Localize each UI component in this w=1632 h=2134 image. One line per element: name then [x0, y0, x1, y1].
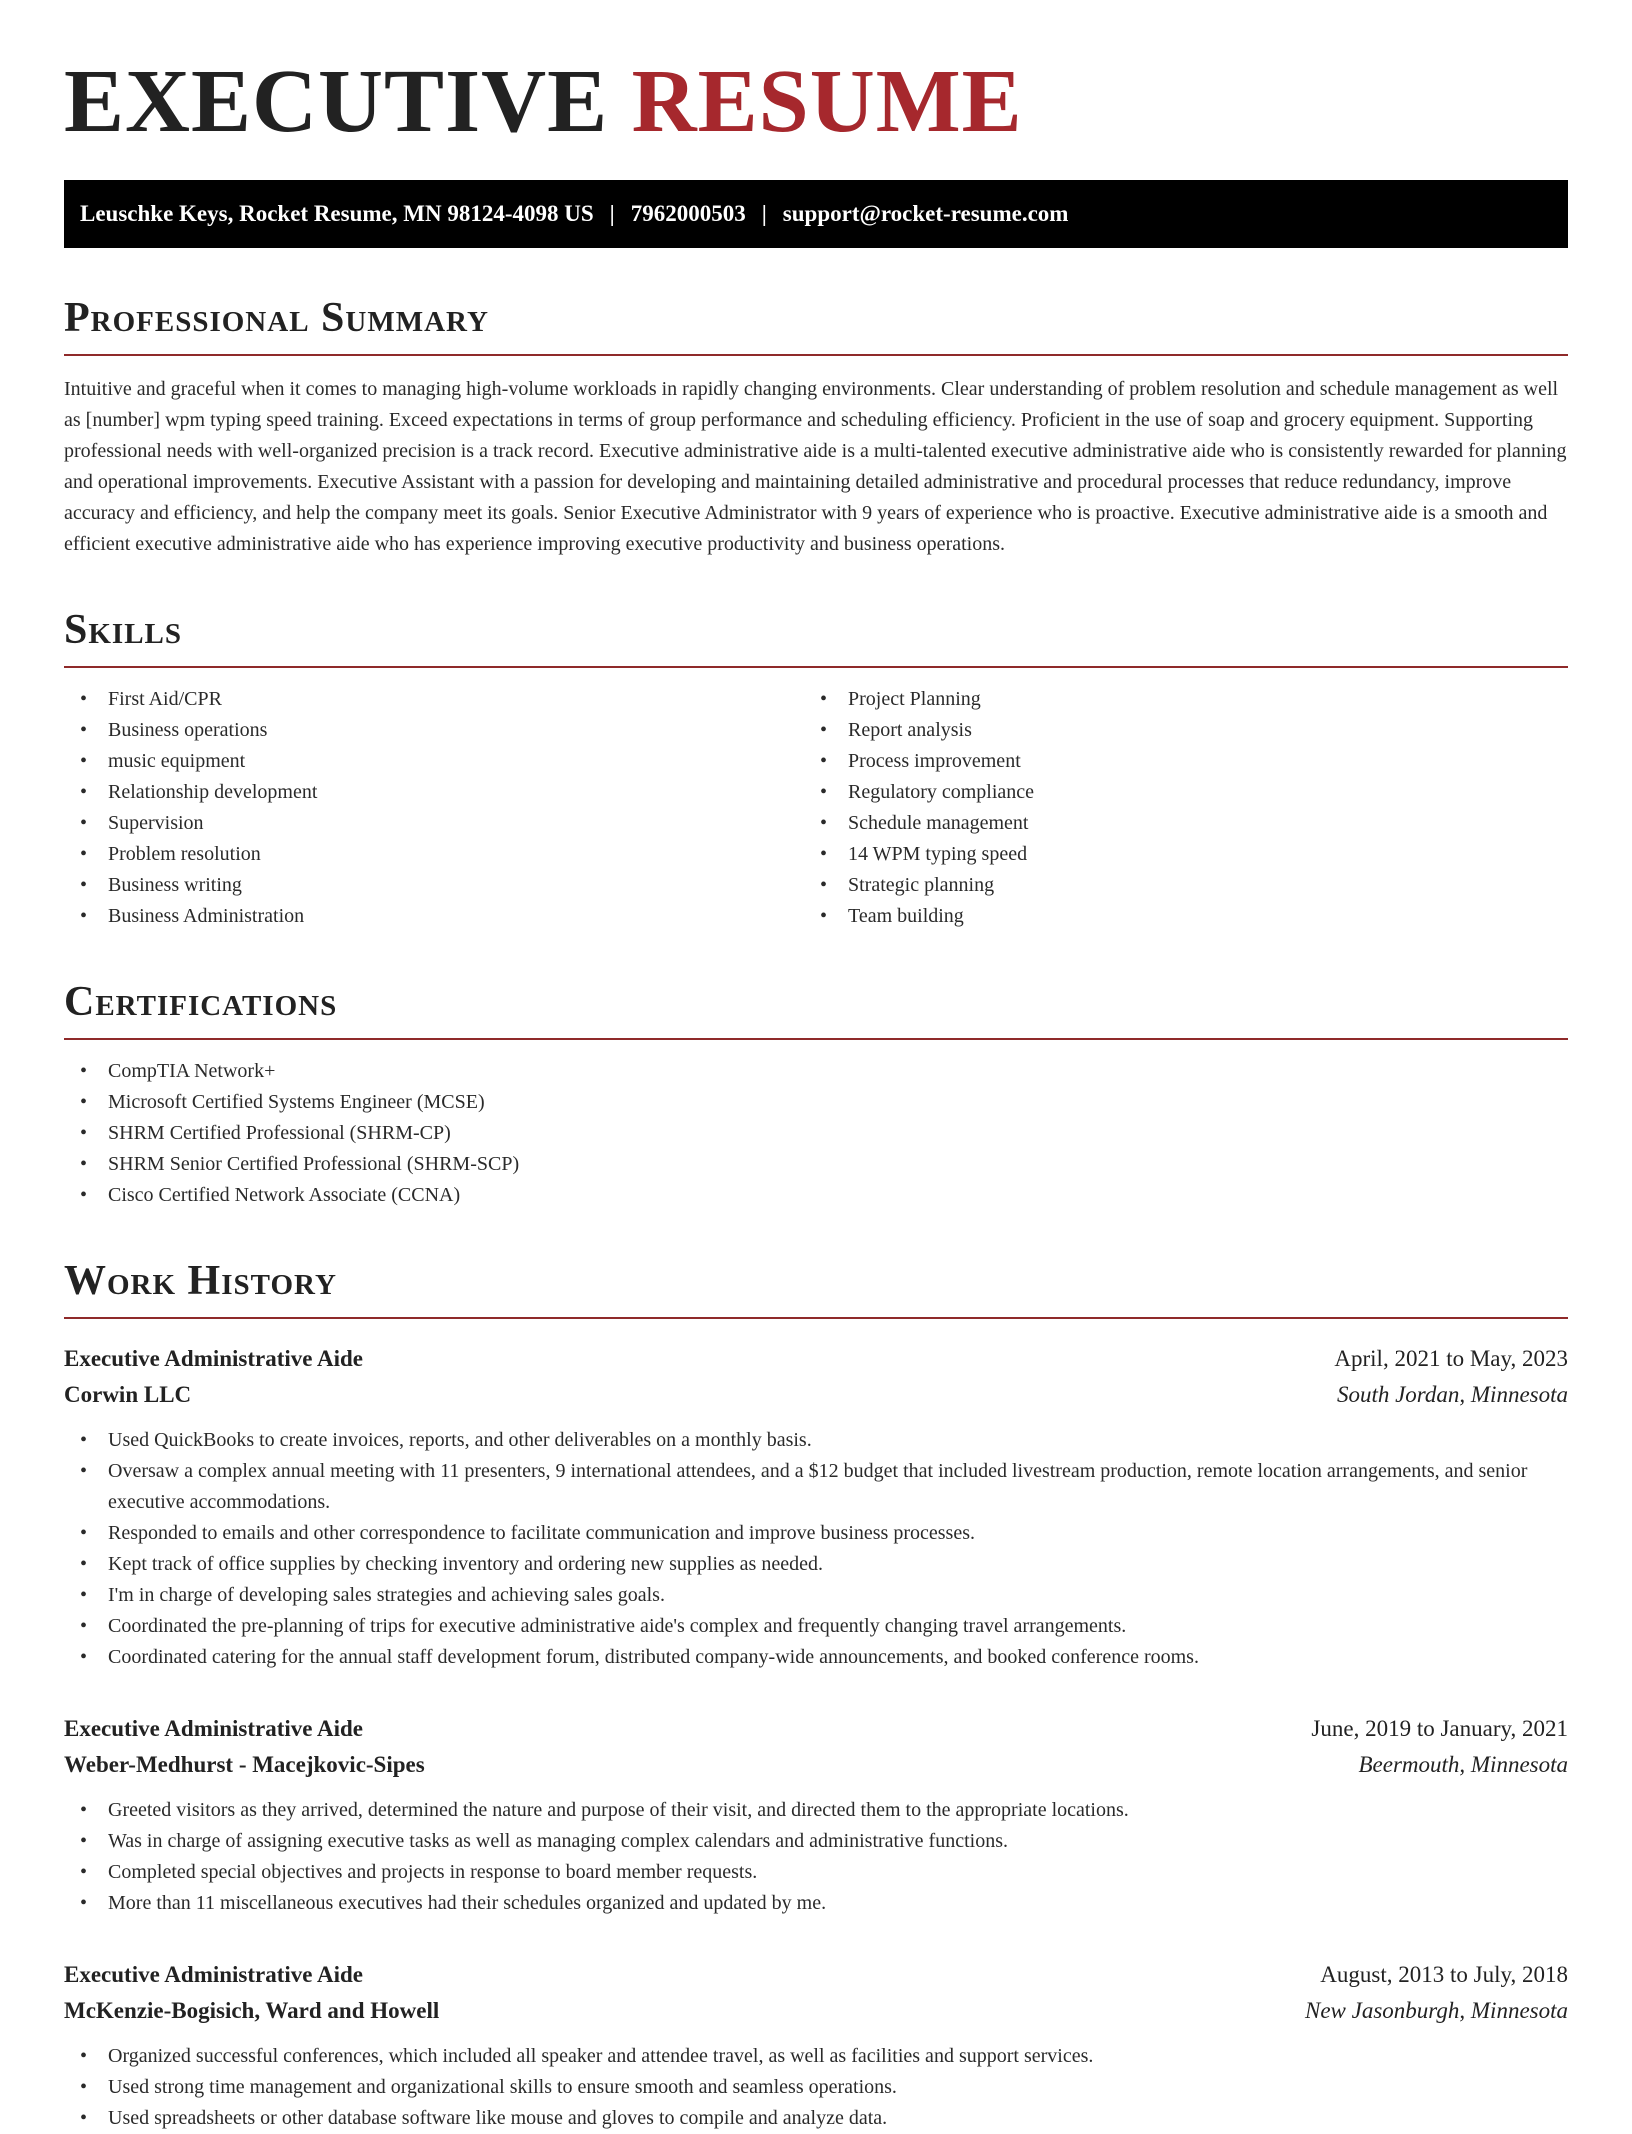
skill-item: • Supervision	[64, 808, 804, 839]
contact-separator: |	[609, 201, 615, 226]
section-divider	[64, 1317, 1568, 1319]
job-title: Executive Administrative Aide	[64, 1962, 363, 1987]
section-divider	[64, 1038, 1568, 1040]
contact-bar	[64, 180, 1568, 248]
work-history-section	[64, 1257, 1568, 2134]
job-title: Executive Administrative Aide	[64, 1346, 363, 1371]
job-header-row	[64, 1711, 1568, 1747]
skills-list-left	[64, 684, 804, 932]
job-company-row	[64, 1377, 1568, 1413]
skill-item: • Business writing	[64, 870, 804, 901]
skill-item: • Project Planning	[804, 684, 1544, 715]
skill-item: • Schedule management	[804, 808, 1544, 839]
job-location: New Jasonburgh, Minnesota	[1305, 1998, 1568, 2023]
title-main: EXECUTIVE	[64, 52, 609, 151]
section-divider	[64, 666, 1568, 668]
job-bullet: • Used strong time management and organizational skills to ensure smooth and seamless operations.	[64, 2072, 1568, 2103]
job-bullet: • Used QuickBooks to create invoices, reports, and other deliverables on a monthly basis.	[64, 1425, 1568, 1456]
skill-item: • Team building	[804, 901, 1544, 932]
job-bullet: • Was in charge of assigning executive tasks as well as managing complex calendars and administrative functions.	[64, 1826, 1568, 1857]
resume-title	[64, 0, 1568, 152]
certifications-section	[64, 978, 1568, 1211]
certification-item: • Microsoft Certified Systems Engineer (MCSE)	[64, 1087, 1568, 1118]
skill-item: • Process improvement	[804, 746, 1544, 777]
skills-columns	[64, 684, 1568, 932]
skill-item: • music equipment	[64, 746, 804, 777]
contact-phone: 7962000503	[630, 201, 746, 226]
job-bullet: • Greeted visitors as they arrived, determined the nature and purpose of their visit, and directed them to the appropriate locations.	[64, 1795, 1568, 1826]
certification-item: • SHRM Certified Professional (SHRM-CP)	[64, 1118, 1568, 1149]
contact-address: Leuschke Keys, Rocket Resume, MN 98124-4098 US	[80, 201, 594, 226]
skill-item: • Business operations	[64, 715, 804, 746]
job-company: Corwin LLC	[64, 1382, 192, 1407]
certifications-list	[64, 1056, 1568, 1211]
job-entry	[64, 1341, 1568, 1673]
certification-item: • SHRM Senior Certified Professional (SHRM-SCP)	[64, 1149, 1568, 1180]
skill-item: • 14 WPM typing speed	[804, 839, 1544, 870]
professional-summary-section	[64, 294, 1568, 560]
section-divider	[64, 354, 1568, 356]
contact-separator: |	[761, 201, 767, 226]
certification-item: • CompTIA Network+	[64, 1056, 1568, 1087]
skill-item: • Business Administration	[64, 901, 804, 932]
job-bullet: • Oversaw a complex annual meeting with 11 presenters, 9 international attendees, and a $12 budget that included livestream production, remote location arrangements, and senior executive accommodations.	[64, 1456, 1568, 1518]
job-bullet: • Coordinated the pre-planning of trips for executive administrative aide's complex and frequently changing travel arrangements.	[64, 1611, 1568, 1642]
job-location: South Jordan, Minnesota	[1336, 1382, 1568, 1407]
job-bullets	[64, 2041, 1568, 2134]
job-bullet: • Kept track of office supplies by checking inventory and ordering new supplies as needed.	[64, 1549, 1568, 1580]
job-bullets	[64, 1425, 1568, 1673]
job-company: Weber-Medhurst - Macejkovic-Sipes	[64, 1752, 425, 1777]
skill-item: • Strategic planning	[804, 870, 1544, 901]
skills-list-right	[804, 684, 1544, 932]
skill-item: • Problem resolution	[64, 839, 804, 870]
summary-text: Intuitive and graceful when it comes to managing high-volume workloads in rapidly changing environments. Clear understanding of problem resolution and schedule management as well as [number] wpm typing speed training. Exceed expectations in terms of group performance and scheduling efficiency. Proficient in the use of soap and grocery equipment. Supporting professional needs with well-organized precision is a track record. Executive administrative aide is a multi-talented executive administrative aide who is consistently rewarded for planning and operational improvements. Executive Assistant with a passion for developing and maintaining detailed administrative and procedural processes that reduce redundancy, improve accuracy and efficiency, and help the company meet its goals. Senior Executive Administrator with 9 years of experience who is proactive. Executive administrative aide is a smooth and efficient executive administrative aide who has experience improving executive productivity and business operations.	[64, 378, 1567, 555]
skill-item: • First Aid/CPR	[64, 684, 804, 715]
job-header-row	[64, 1957, 1568, 1993]
contact-email: support@rocket-resume.com	[782, 201, 1069, 226]
job-company-row	[64, 1993, 1568, 2029]
job-entry	[64, 1957, 1568, 2134]
title-accent: RESUME	[631, 52, 1023, 151]
job-bullet: • Completed special objectives and projects in response to board member requests.	[64, 1857, 1568, 1888]
skills-section	[64, 606, 1568, 932]
skill-item: • Report analysis	[804, 715, 1544, 746]
work-history-heading: Work History	[64, 1258, 337, 1304]
summary-heading: Professional Summary	[64, 295, 489, 341]
job-bullet: • Organized successful conferences, which included all speaker and attendee travel, as well as facilities and support services.	[64, 2041, 1568, 2072]
job-bullets	[64, 1795, 1568, 1919]
job-bullet: • More than 11 miscellaneous executives had their schedules organized and updated by me.	[64, 1888, 1568, 1919]
certifications-heading: Certifications	[64, 979, 338, 1025]
job-dates: June, 2019 to January, 2021	[1311, 1716, 1568, 1741]
certification-item: • Cisco Certified Network Associate (CCNA)	[64, 1180, 1568, 1211]
job-bullet: • Responded to emails and other correspondence to facilitate communication and improve business processes.	[64, 1518, 1568, 1549]
job-company: McKenzie-Bogisich, Ward and Howell	[64, 1998, 440, 2023]
skills-heading: Skills	[64, 607, 183, 653]
job-bullet: • Used spreadsheets or other database software like mouse and gloves to compile and analyze data.	[64, 2103, 1568, 2134]
skill-item: • Regulatory compliance	[804, 777, 1544, 808]
job-bullet: • I'm in charge of developing sales strategies and achieving sales goals.	[64, 1580, 1568, 1611]
job-entry	[64, 1711, 1568, 1919]
job-title: Executive Administrative Aide	[64, 1716, 363, 1741]
job-header-row	[64, 1341, 1568, 1377]
job-bullet: • Coordinated catering for the annual staff development forum, distributed company-wide announcements, and booked conference rooms.	[64, 1642, 1568, 1673]
job-company-row	[64, 1747, 1568, 1783]
job-location: Beermouth, Minnesota	[1358, 1752, 1568, 1777]
job-dates: April, 2021 to May, 2023	[1334, 1346, 1568, 1371]
skill-item: • Relationship development	[64, 777, 804, 808]
job-dates: August, 2013 to July, 2018	[1320, 1962, 1568, 1987]
